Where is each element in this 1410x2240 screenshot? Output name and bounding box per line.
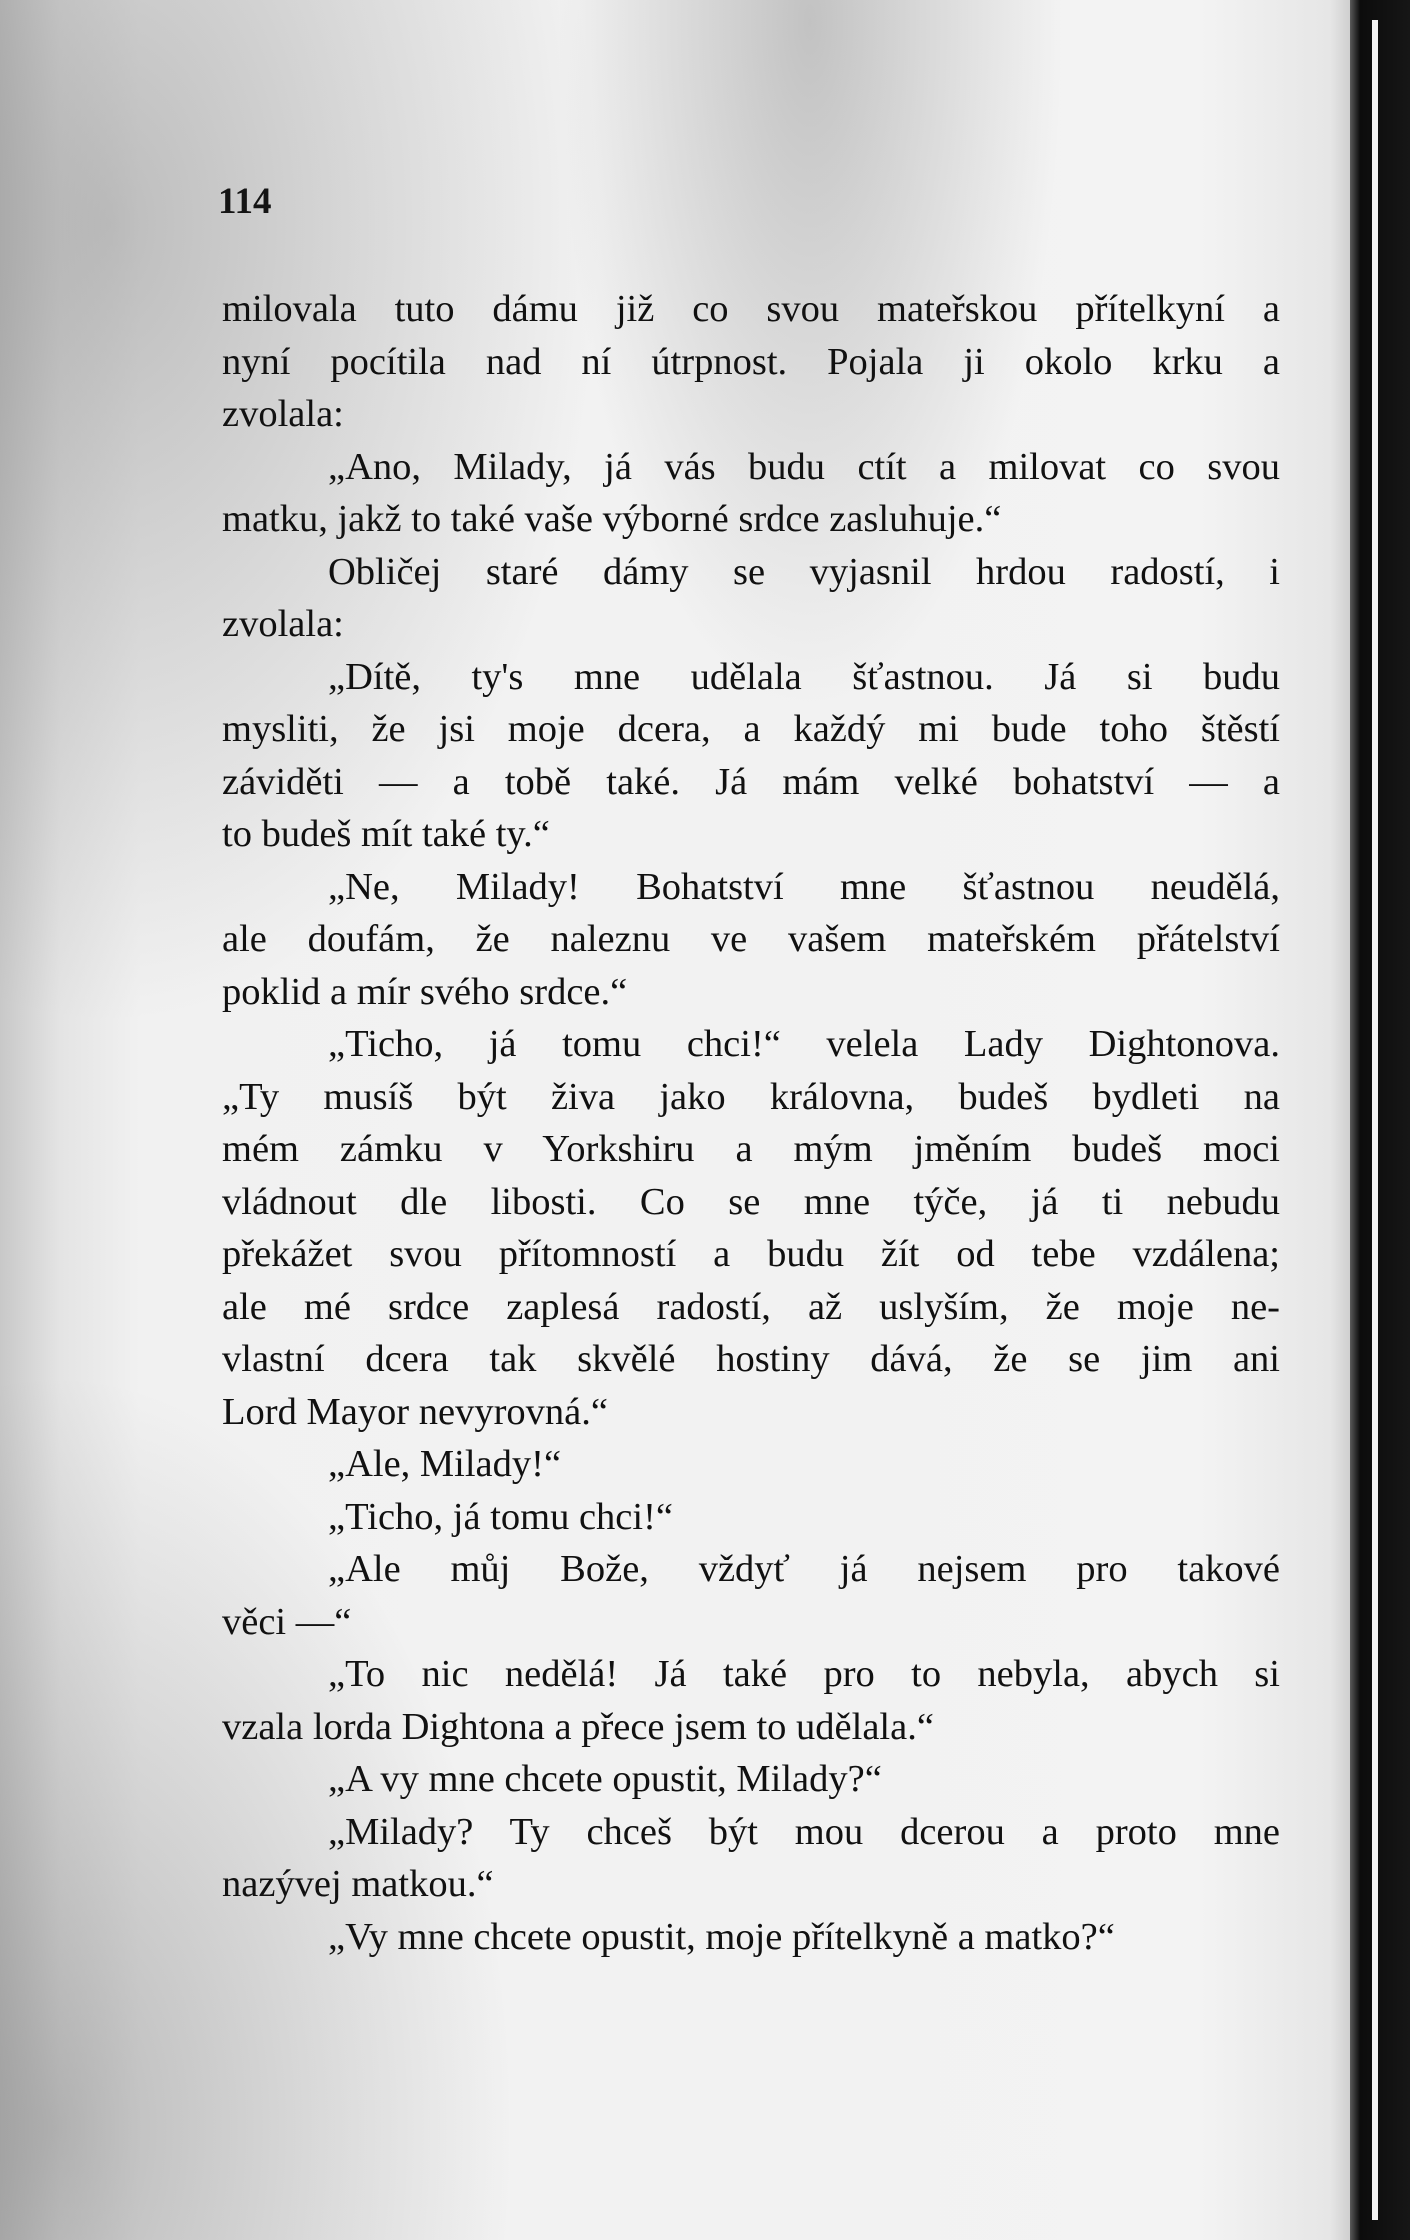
text-line: překážet svou přítomností a budu žít od tebe vzdálena; [222,1233,1280,1275]
text-line: Lord Mayor nevyrovná.“ [222,1390,608,1433]
text-line: „Vy mne chcete opustit, moje přítelkyně a matko?“ [328,1915,1115,1958]
page-edge [1372,20,1378,2220]
text-line: mysliti, že jsi moje dcera, a každý mi bude toho štěstí [222,708,1280,750]
page-number: 114 [218,181,272,222]
text-line: vládnout dle libosti. Co se mne týče, já ti nebudu [222,1180,1280,1223]
text-line: „Milady? Ty chceš být mou dcerou a proto mne [328,1810,1280,1853]
text-line: matku, jakž to také vaše výborné srdce zasluhuje.“ [222,498,1002,540]
text-line: „Ty musíš být živa jako královna, budeš bydleti na [222,1075,1280,1118]
text-line: „Ticho, já tomu chci!“ [328,1495,673,1538]
text-line: zvolala: [222,603,344,645]
text-line: poklid a mír svého srdce.“ [222,970,628,1013]
text-line: „Dítě, ty's mne udělala šťastnou. Já si budu [328,655,1280,698]
text-line: nazývej matkou.“ [222,1863,494,1905]
text-line: „To nic nedělá! Já také pro to nebyla, abych si [328,1653,1280,1695]
text-line: záviděti — a tobě také. Já mám velké bohatství — a [222,760,1280,803]
text-line: mém zámku v Yorkshiru a mým jměním budeš moci [222,1128,1280,1170]
text-line: „Ano, Milady, já vás budu ctít a milovat co svou [328,445,1280,488]
text-line: ale doufám, že naleznu ve vašem mateřském přátelství [222,918,1280,960]
text-line: vzala lorda Dightona a přece jsem to udělala.“ [222,1705,934,1748]
body-text [222,283,1280,1963]
text-line: zvolala: [222,393,344,435]
text-line: věci —“ [222,1600,352,1643]
text-line: „Ale můj Bože, vždyť já nejsem pro takové [328,1548,1280,1590]
text-line: nyní pocítila nad ní útrpnost. Pojala ji okolo krku a [222,340,1280,383]
book-spine-shadow [1350,0,1410,2240]
text-line: Obličej staré dámy se vyjasnil hrdou radostí, i [328,550,1280,593]
text-line: vlastní dcera tak skvělé hostiny dává, že se jim ani [222,1338,1280,1380]
text-line: „Ticho, já tomu chci!“ velela Lady Dightonova. [328,1023,1280,1065]
text-line: ale mé srdce zaplesá radostí, až uslyším, že moje ne- [222,1285,1280,1328]
text-line: „Ne, Milady! Bohatství mne šťastnou neudělá, [328,865,1280,908]
text-line: „A vy mne chcete opustit, Milady?“ [328,1758,882,1800]
text-line: „Ale, Milady!“ [328,1443,562,1485]
text-line: to budeš mít také ty.“ [222,813,550,855]
text-line: milovala tuto dámu již co svou mateřskou přítelkyní a [222,288,1280,330]
